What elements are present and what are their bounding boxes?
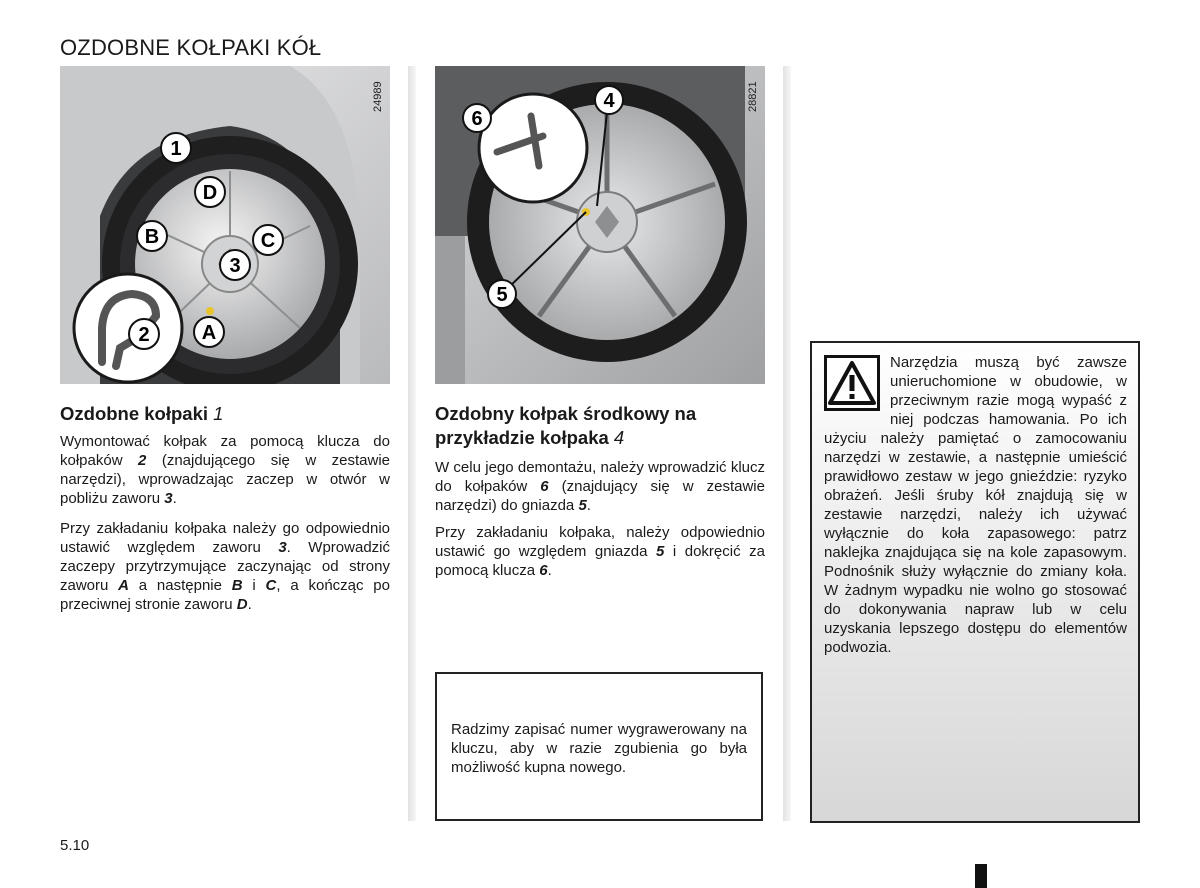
paragraph: Przy zakładaniu kołpaka należy go odpowiednio ustawić względem zaworu 3. Wprowadzić zaczepy przytrzymujące zaczynając od strony zaworu A a następnie B i C, a kończąc po przeciwnej stronie zaworu D. xyxy=(60,520,390,613)
center-cap-wheel-illustration xyxy=(435,66,765,384)
paragraph: W celu jego demontażu, należy wprowadzić klucz do kołpaków 6 (znajdujący się w zestawie narzędzi) do gniazda 5. xyxy=(435,459,765,514)
column-divider xyxy=(408,66,416,821)
label-1: 1 xyxy=(170,138,182,160)
label-3: 3 xyxy=(229,255,241,277)
warning-text: Narzędzia muszą być zawsze unieruchomione w obudowie, w przeciwnym razie mogą wypaść z niej podczas hamowania. Po ich użyciu należy pamiętać o zamocowaniu narzędzi w zestawie, a następnie umieścić prawidłowo zestaw w jego gnieździe: ryzyko obrażeń. Jeśli śruby kół znajdują się w zestawie narzędzi, należy ich używać wyłącznie do koła zapasowego: patrz naklejka znajdująca się na kole zapasowym. Podnośnik służy wyłącznie do zmiany koła. W żadnym wypadku nie wolno go stosować do dokonywania napraw lub w celu uzyskania lepszego dostępu do elementów podwozia. xyxy=(824,354,1127,656)
figure-code: 28821 xyxy=(747,81,759,112)
figure-code: 24989 xyxy=(372,81,384,112)
paragraph: Przy zakładaniu kołpaka, należy odpowiednio ustawić go względem gniazda 5 i dokręcić za pomocą klucza 6. xyxy=(435,524,765,579)
label-d: D xyxy=(202,182,218,204)
paragraph: Wymontować kołpak za pomocą klucza do kołpaków 2 (znajdującego się w zestawie narzędzi), wprowadzając zaczep w otwór w pobliżu zaworu 3. xyxy=(60,433,391,507)
label-a: A xyxy=(201,322,217,344)
label-5: 5 xyxy=(496,284,508,306)
page-title: OZDOBNE KOŁPAKI KÓŁ xyxy=(60,34,322,60)
column-divider xyxy=(783,66,791,821)
warning-box xyxy=(810,341,1140,823)
label-2: 2 xyxy=(138,324,150,346)
section-title: Ozdobne kołpaki 1 xyxy=(60,403,224,424)
label-4: 4 xyxy=(603,90,615,112)
label-c: C xyxy=(260,230,276,252)
center-cap-wheel-figure xyxy=(435,66,765,384)
note-box xyxy=(435,672,763,821)
section-title: Ozdobny kołpak środkowy na przykładzie kołpaka 4 xyxy=(435,403,697,448)
label-b: B xyxy=(144,226,160,248)
hubcap-wheel-figure xyxy=(60,66,390,384)
page-edge-marker xyxy=(975,864,987,888)
page-number: 5.10 xyxy=(60,837,90,854)
hubcap-wheel-illustration xyxy=(60,66,390,384)
note-text: Radzimy zapisać numer wygrawerowany na kluczu, aby w razie zgubienia go była możliwość kupna nowego. xyxy=(451,721,747,776)
label-6: 6 xyxy=(471,108,483,130)
